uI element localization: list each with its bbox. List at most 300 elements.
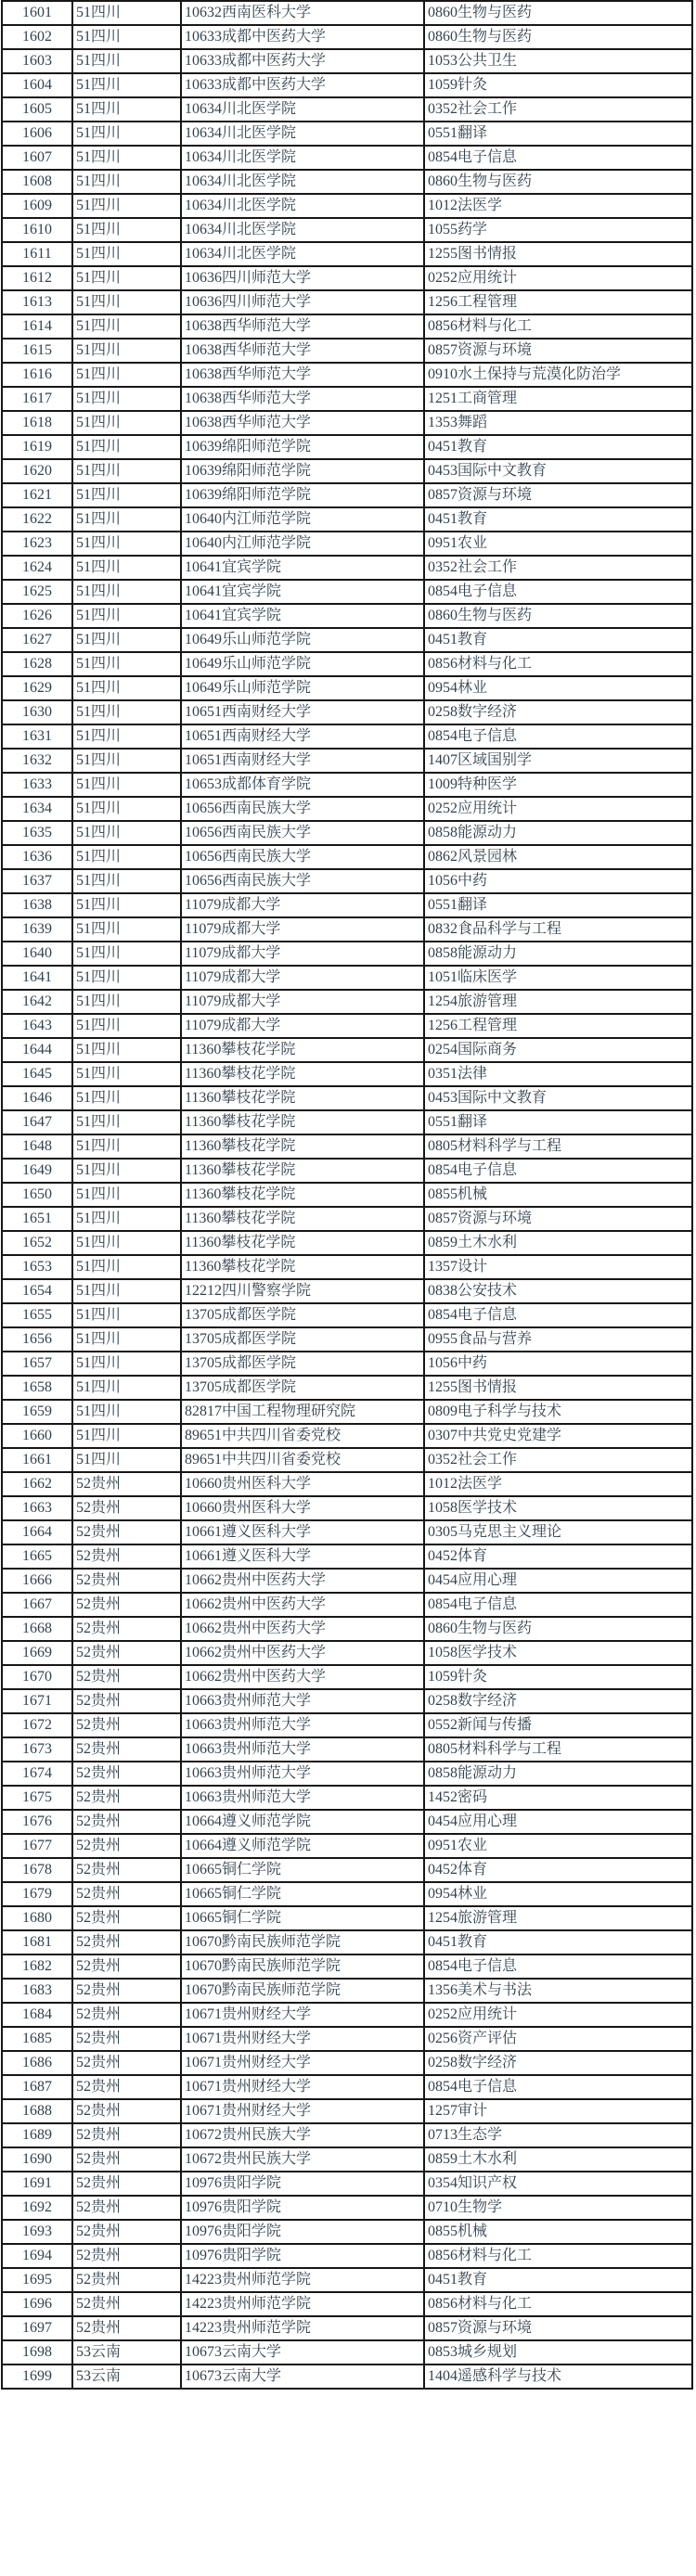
cell-province: 51四川 (72, 628, 181, 652)
cell-program: 0258数字经济 (424, 1689, 692, 1713)
cell-program: 1257审计 (424, 2099, 692, 2123)
table-row (2, 122, 692, 146)
cell-seq-number: 1631 (2, 724, 72, 749)
table-row (2, 1930, 692, 1954)
table-row (2, 1255, 692, 1279)
cell-program: 0858能源动力 (424, 821, 692, 845)
table-row (2, 2099, 692, 2123)
table-row (2, 869, 692, 893)
cell-program: 1058医学技术 (424, 1641, 692, 1665)
cell-university: 10663贵州师范大学 (181, 1713, 424, 1737)
cell-program: 0954林业 (424, 676, 692, 700)
cell-province: 52贵州 (72, 1641, 181, 1665)
cell-seq-number: 1667 (2, 1593, 72, 1617)
table-row (2, 146, 692, 170)
cell-program: 1012法医学 (424, 1472, 692, 1496)
table-row (2, 507, 692, 532)
table-body (2, 1, 692, 2389)
cell-province: 51四川 (72, 1110, 181, 1134)
cell-program: 0258数字经济 (424, 2051, 692, 2075)
table-row (2, 1086, 692, 1110)
cell-university: 10662贵州中医药大学 (181, 1593, 424, 1617)
cell-seq-number: 1626 (2, 604, 72, 628)
cell-province: 52贵州 (72, 2172, 181, 2196)
cell-program: 0551翻译 (424, 1110, 692, 1134)
cell-university: 10634川北医学院 (181, 242, 424, 266)
cell-program: 0453国际中文教育 (424, 1086, 692, 1110)
cell-program: 0307中共党史党建学 (424, 1424, 692, 1448)
cell-province: 52贵州 (72, 1569, 181, 1593)
cell-province: 51四川 (72, 1376, 181, 1400)
cell-province: 52贵州 (72, 2147, 181, 2172)
cell-program: 0860生物与医药 (424, 1617, 692, 1641)
cell-province: 51四川 (72, 1279, 181, 1303)
table-row (2, 917, 692, 942)
cell-province: 52贵州 (72, 2196, 181, 2220)
cell-province: 51四川 (72, 1, 181, 25)
cell-province: 51四川 (72, 749, 181, 773)
cell-province: 52贵州 (72, 1665, 181, 1689)
cell-seq-number: 1624 (2, 556, 72, 580)
cell-seq-number: 1657 (2, 1352, 72, 1376)
table-row (2, 2340, 692, 2365)
cell-province: 52贵州 (72, 1930, 181, 1954)
cell-seq-number: 1693 (2, 2220, 72, 2244)
cell-seq-number: 1638 (2, 893, 72, 917)
cell-province: 51四川 (72, 724, 181, 749)
cell-program: 0857资源与环境 (424, 483, 692, 507)
cell-program: 0252应用统计 (424, 266, 692, 290)
table-row (2, 1762, 692, 1786)
cell-province: 51四川 (72, 170, 181, 194)
cell-program: 0859土木水利 (424, 2147, 692, 2172)
cell-university: 10672贵州民族大学 (181, 2123, 424, 2147)
cell-university: 10671贵州财经大学 (181, 2027, 424, 2051)
cell-seq-number: 1677 (2, 1834, 72, 1858)
cell-program: 0854电子信息 (424, 1954, 692, 1979)
cell-program: 0951农业 (424, 532, 692, 556)
cell-seq-number: 1632 (2, 749, 72, 773)
cell-province: 52贵州 (72, 2003, 181, 2027)
cell-program: 1353舞蹈 (424, 411, 692, 435)
cell-university: 10633成都中医药大学 (181, 49, 424, 73)
cell-seq-number: 1672 (2, 1713, 72, 1737)
cell-program: 0352社会工作 (424, 1448, 692, 1472)
cell-province: 51四川 (72, 25, 181, 49)
table-row (2, 1954, 692, 1979)
cell-seq-number: 1606 (2, 122, 72, 146)
cell-university: 10664遵义师范学院 (181, 1834, 424, 1858)
cell-program: 0451教育 (424, 435, 692, 459)
cell-seq-number: 1651 (2, 1207, 72, 1231)
cell-seq-number: 1687 (2, 2075, 72, 2099)
cell-seq-number: 1692 (2, 2196, 72, 2220)
cell-province: 52贵州 (72, 2051, 181, 2075)
cell-university: 10651西南财经大学 (181, 724, 424, 749)
cell-program: 1255图书情报 (424, 242, 692, 266)
cell-program: 0860生物与医药 (424, 604, 692, 628)
table-row (2, 1, 692, 25)
table-row (2, 893, 692, 917)
table-row (2, 1014, 692, 1038)
cell-seq-number: 1646 (2, 1086, 72, 1110)
cell-seq-number: 1649 (2, 1159, 72, 1183)
cell-seq-number: 1613 (2, 290, 72, 314)
table-row (2, 1544, 692, 1569)
cell-province: 51四川 (72, 122, 181, 146)
cell-province: 51四川 (72, 387, 181, 411)
table-row (2, 652, 692, 676)
table-row (2, 773, 692, 797)
cell-university: 10976贵阳学院 (181, 2172, 424, 2196)
cell-province: 51四川 (72, 700, 181, 724)
cell-seq-number: 1694 (2, 2244, 72, 2268)
cell-program: 1053公共卫生 (424, 49, 692, 73)
table-row (2, 1424, 692, 1448)
cell-seq-number: 1660 (2, 1424, 72, 1448)
table-row (2, 1713, 692, 1737)
cell-university: 10656西南民族大学 (181, 821, 424, 845)
table-row (2, 628, 692, 652)
cell-seq-number: 1699 (2, 2365, 72, 2389)
cell-program: 0951农业 (424, 1834, 692, 1858)
cell-program: 0354知识产权 (424, 2172, 692, 2196)
table-row (2, 1882, 692, 1906)
cell-province: 52贵州 (72, 1834, 181, 1858)
cell-province: 51四川 (72, 218, 181, 242)
cell-university: 13705成都医学院 (181, 1352, 424, 1376)
table-row (2, 604, 692, 628)
cell-province: 51四川 (72, 1207, 181, 1231)
cell-university: 10638西华师范大学 (181, 363, 424, 387)
cell-program: 0856材料与化工 (424, 652, 692, 676)
table-row (2, 1448, 692, 1472)
cell-seq-number: 1698 (2, 2340, 72, 2365)
cell-seq-number: 1616 (2, 363, 72, 387)
cell-province: 51四川 (72, 363, 181, 387)
table-row (2, 363, 692, 387)
table-row (2, 1834, 692, 1858)
table-row (2, 1400, 692, 1424)
cell-province: 52贵州 (72, 1593, 181, 1617)
table-row (2, 966, 692, 990)
table-row (2, 483, 692, 507)
cell-program: 0862风景园林 (424, 845, 692, 869)
table-row (2, 1737, 692, 1762)
cell-province: 51四川 (72, 556, 181, 580)
cell-program: 0855机械 (424, 1183, 692, 1207)
table-row (2, 339, 692, 363)
cell-program: 1255图书情报 (424, 1376, 692, 1400)
cell-seq-number: 1690 (2, 2147, 72, 2172)
table-row (2, 990, 692, 1014)
table-row (2, 2196, 692, 2220)
cell-program: 0854电子信息 (424, 1159, 692, 1183)
cell-seq-number: 1642 (2, 990, 72, 1014)
cell-university: 82817中国工程物理研究院 (181, 1400, 424, 1424)
cell-program: 0954林业 (424, 1882, 692, 1906)
table-row (2, 1617, 692, 1641)
cell-province: 52贵州 (72, 1762, 181, 1786)
cell-province: 52贵州 (72, 1520, 181, 1544)
cell-program: 0858能源动力 (424, 1762, 692, 1786)
cell-university: 10660贵州医科大学 (181, 1496, 424, 1520)
cell-seq-number: 1623 (2, 532, 72, 556)
cell-province: 51四川 (72, 49, 181, 73)
cell-program: 0710生物学 (424, 2196, 692, 2220)
cell-program: 0805材料科学与工程 (424, 1134, 692, 1159)
cell-university: 10636四川师范大学 (181, 290, 424, 314)
cell-seq-number: 1695 (2, 2268, 72, 2292)
cell-province: 52贵州 (72, 1810, 181, 1834)
cell-seq-number: 1622 (2, 507, 72, 532)
cell-province: 51四川 (72, 917, 181, 942)
cell-province: 51四川 (72, 942, 181, 966)
cell-program: 0451教育 (424, 628, 692, 652)
cell-university: 10634川北医学院 (181, 97, 424, 122)
cell-seq-number: 1650 (2, 1183, 72, 1207)
cell-seq-number: 1647 (2, 1110, 72, 1134)
cell-program: 1251工商管理 (424, 387, 692, 411)
cell-seq-number: 1691 (2, 2172, 72, 2196)
table-row (2, 1183, 692, 1207)
cell-province: 51四川 (72, 339, 181, 363)
cell-province: 51四川 (72, 194, 181, 218)
cell-university: 10649乐山师范学院 (181, 652, 424, 676)
cell-province: 51四川 (72, 459, 181, 483)
cell-university: 10638西华师范大学 (181, 339, 424, 363)
cell-province: 52贵州 (72, 2292, 181, 2316)
cell-province: 51四川 (72, 97, 181, 122)
cell-program: 0857资源与环境 (424, 339, 692, 363)
cell-program: 0856材料与化工 (424, 2292, 692, 2316)
cell-seq-number: 1614 (2, 314, 72, 339)
cell-province: 51四川 (72, 773, 181, 797)
table-row (2, 556, 692, 580)
cell-program: 0854电子信息 (424, 1593, 692, 1617)
cell-university: 11360攀枝花学院 (181, 1231, 424, 1255)
cell-university: 11360攀枝花学院 (181, 1255, 424, 1279)
cell-program: 0860生物与医药 (424, 170, 692, 194)
cell-province: 52贵州 (72, 1496, 181, 1520)
cell-seq-number: 1658 (2, 1376, 72, 1400)
cell-province: 53云南 (72, 2365, 181, 2389)
cell-university: 10640内江师范学院 (181, 507, 424, 532)
cell-seq-number: 1656 (2, 1327, 72, 1352)
cell-province: 51四川 (72, 532, 181, 556)
cell-province: 51四川 (72, 1255, 181, 1279)
cell-province: 51四川 (72, 73, 181, 97)
cell-province: 51四川 (72, 1303, 181, 1327)
table-row (2, 266, 692, 290)
cell-university: 10663贵州师范大学 (181, 1786, 424, 1810)
cell-seq-number: 1679 (2, 1882, 72, 1906)
cell-university: 14223贵州师范学院 (181, 2316, 424, 2340)
cell-program: 0809电子科学与技术 (424, 1400, 692, 1424)
cell-seq-number: 1648 (2, 1134, 72, 1159)
cell-program: 0551翻译 (424, 893, 692, 917)
table-row (2, 1593, 692, 1617)
cell-program: 0254国际商务 (424, 1038, 692, 1062)
cell-province: 52贵州 (72, 2316, 181, 2340)
cell-province: 52贵州 (72, 1689, 181, 1713)
table-row (2, 2292, 692, 2316)
cell-university: 10661遵义医科大学 (181, 1544, 424, 1569)
cell-seq-number: 1662 (2, 1472, 72, 1496)
cell-university: 11079成都大学 (181, 942, 424, 966)
cell-seq-number: 1654 (2, 1279, 72, 1303)
cell-program: 0252应用统计 (424, 2003, 692, 2027)
cell-program: 0552新闻与传播 (424, 1713, 692, 1737)
cell-university: 10671贵州财经大学 (181, 2075, 424, 2099)
cell-university: 10641宜宾学院 (181, 556, 424, 580)
table-row (2, 1906, 692, 1930)
cell-seq-number: 1678 (2, 1858, 72, 1882)
cell-seq-number: 1668 (2, 1617, 72, 1641)
cell-province: 52贵州 (72, 1713, 181, 1737)
table-row (2, 1520, 692, 1544)
cell-university: 11079成都大学 (181, 917, 424, 942)
cell-seq-number: 1641 (2, 966, 72, 990)
cell-program: 0856材料与化工 (424, 314, 692, 339)
cell-seq-number: 1628 (2, 652, 72, 676)
cell-university: 14223贵州师范学院 (181, 2268, 424, 2292)
table-row (2, 1134, 692, 1159)
cell-province: 52贵州 (72, 2099, 181, 2123)
cell-program: 1356美术与书法 (424, 1979, 692, 2003)
table-row (2, 1665, 692, 1689)
cell-university: 10638西华师范大学 (181, 314, 424, 339)
cell-university: 10671贵州财经大学 (181, 2003, 424, 2027)
cell-province: 51四川 (72, 1086, 181, 1110)
table-row (2, 2003, 692, 2027)
cell-province: 51四川 (72, 1183, 181, 1207)
cell-seq-number: 1663 (2, 1496, 72, 1520)
cell-province: 52贵州 (72, 2123, 181, 2147)
cell-seq-number: 1629 (2, 676, 72, 700)
cell-seq-number: 1689 (2, 2123, 72, 2147)
cell-seq-number: 1696 (2, 2292, 72, 2316)
cell-province: 51四川 (72, 1062, 181, 1086)
cell-seq-number: 1688 (2, 2099, 72, 2123)
cell-university: 10641宜宾学院 (181, 604, 424, 628)
cell-university: 10636四川师范大学 (181, 266, 424, 290)
cell-program: 0860生物与医药 (424, 25, 692, 49)
cell-program: 1055药学 (424, 218, 692, 242)
cell-program: 1256工程管理 (424, 1014, 692, 1038)
cell-province: 52贵州 (72, 1954, 181, 1979)
cell-university: 11079成都大学 (181, 990, 424, 1014)
cell-province: 51四川 (72, 580, 181, 604)
cell-province: 51四川 (72, 1448, 181, 1472)
cell-province: 53云南 (72, 2340, 181, 2365)
table-row (2, 290, 692, 314)
table-row (2, 2147, 692, 2172)
table-row (2, 1110, 692, 1134)
cell-program: 0713生态学 (424, 2123, 692, 2147)
table-row (2, 1303, 692, 1327)
cell-program: 0452体育 (424, 1544, 692, 1569)
cell-seq-number: 1602 (2, 25, 72, 49)
cell-seq-number: 1639 (2, 917, 72, 942)
table-row (2, 1472, 692, 1496)
table-row (2, 676, 692, 700)
cell-university: 10639绵阳师范学院 (181, 483, 424, 507)
cell-seq-number: 1610 (2, 218, 72, 242)
cell-seq-number: 1683 (2, 1979, 72, 2003)
table-row (2, 1231, 692, 1255)
cell-province: 51四川 (72, 845, 181, 869)
cell-province: 51四川 (72, 652, 181, 676)
cell-program: 1254旅游管理 (424, 1906, 692, 1930)
table-row (2, 1327, 692, 1352)
cell-university: 10634川北医学院 (181, 146, 424, 170)
table-row (2, 1689, 692, 1713)
cell-seq-number: 1633 (2, 773, 72, 797)
cell-province: 51四川 (72, 1400, 181, 1424)
cell-university: 14223贵州师范学院 (181, 2292, 424, 2316)
cell-seq-number: 1607 (2, 146, 72, 170)
cell-seq-number: 1664 (2, 1520, 72, 1544)
cell-university: 10673云南大学 (181, 2340, 424, 2365)
cell-university: 10976贵阳学院 (181, 2244, 424, 2268)
cell-university: 11079成都大学 (181, 893, 424, 917)
cell-program: 0452体育 (424, 1858, 692, 1882)
cell-university: 10638西华师范大学 (181, 411, 424, 435)
cell-program: 1357设计 (424, 1255, 692, 1279)
cell-university: 89651中共四川省委党校 (181, 1424, 424, 1448)
cell-seq-number: 1612 (2, 266, 72, 290)
cell-university: 10649乐山师范学院 (181, 676, 424, 700)
cell-seq-number: 1676 (2, 1810, 72, 1834)
table-row (2, 2316, 692, 2340)
cell-program: 0854电子信息 (424, 724, 692, 749)
cell-university: 10656西南民族大学 (181, 869, 424, 893)
cell-seq-number: 1669 (2, 1641, 72, 1665)
cell-program: 0454应用心理 (424, 1569, 692, 1593)
cell-university: 10660贵州医科大学 (181, 1472, 424, 1496)
cell-province: 51四川 (72, 893, 181, 917)
cell-program: 1256工程管理 (424, 290, 692, 314)
cell-program: 0832食品科学与工程 (424, 917, 692, 942)
cell-province: 51四川 (72, 1014, 181, 1038)
cell-province: 51四川 (72, 411, 181, 435)
table-row (2, 2051, 692, 2075)
cell-seq-number: 1685 (2, 2027, 72, 2051)
cell-seq-number: 1652 (2, 1231, 72, 1255)
cell-seq-number: 1671 (2, 1689, 72, 1713)
cell-university: 13705成都医学院 (181, 1303, 424, 1327)
cell-university: 10665铜仁学院 (181, 1858, 424, 1882)
cell-province: 52贵州 (72, 2027, 181, 2051)
table-row (2, 25, 692, 49)
cell-university: 11360攀枝花学院 (181, 1207, 424, 1231)
table-row (2, 218, 692, 242)
cell-seq-number: 1682 (2, 1954, 72, 1979)
table-row (2, 580, 692, 604)
cell-province: 51四川 (72, 1352, 181, 1376)
cell-province: 51四川 (72, 966, 181, 990)
cell-program: 1051临床医学 (424, 966, 692, 990)
cell-seq-number: 1661 (2, 1448, 72, 1472)
cell-university: 11360攀枝花学院 (181, 1159, 424, 1183)
table-row (2, 532, 692, 556)
cell-university: 10633成都中医药大学 (181, 73, 424, 97)
cell-province: 51四川 (72, 604, 181, 628)
cell-province: 52贵州 (72, 1472, 181, 1496)
table-row (2, 1979, 692, 2003)
table-row (2, 2172, 692, 2196)
